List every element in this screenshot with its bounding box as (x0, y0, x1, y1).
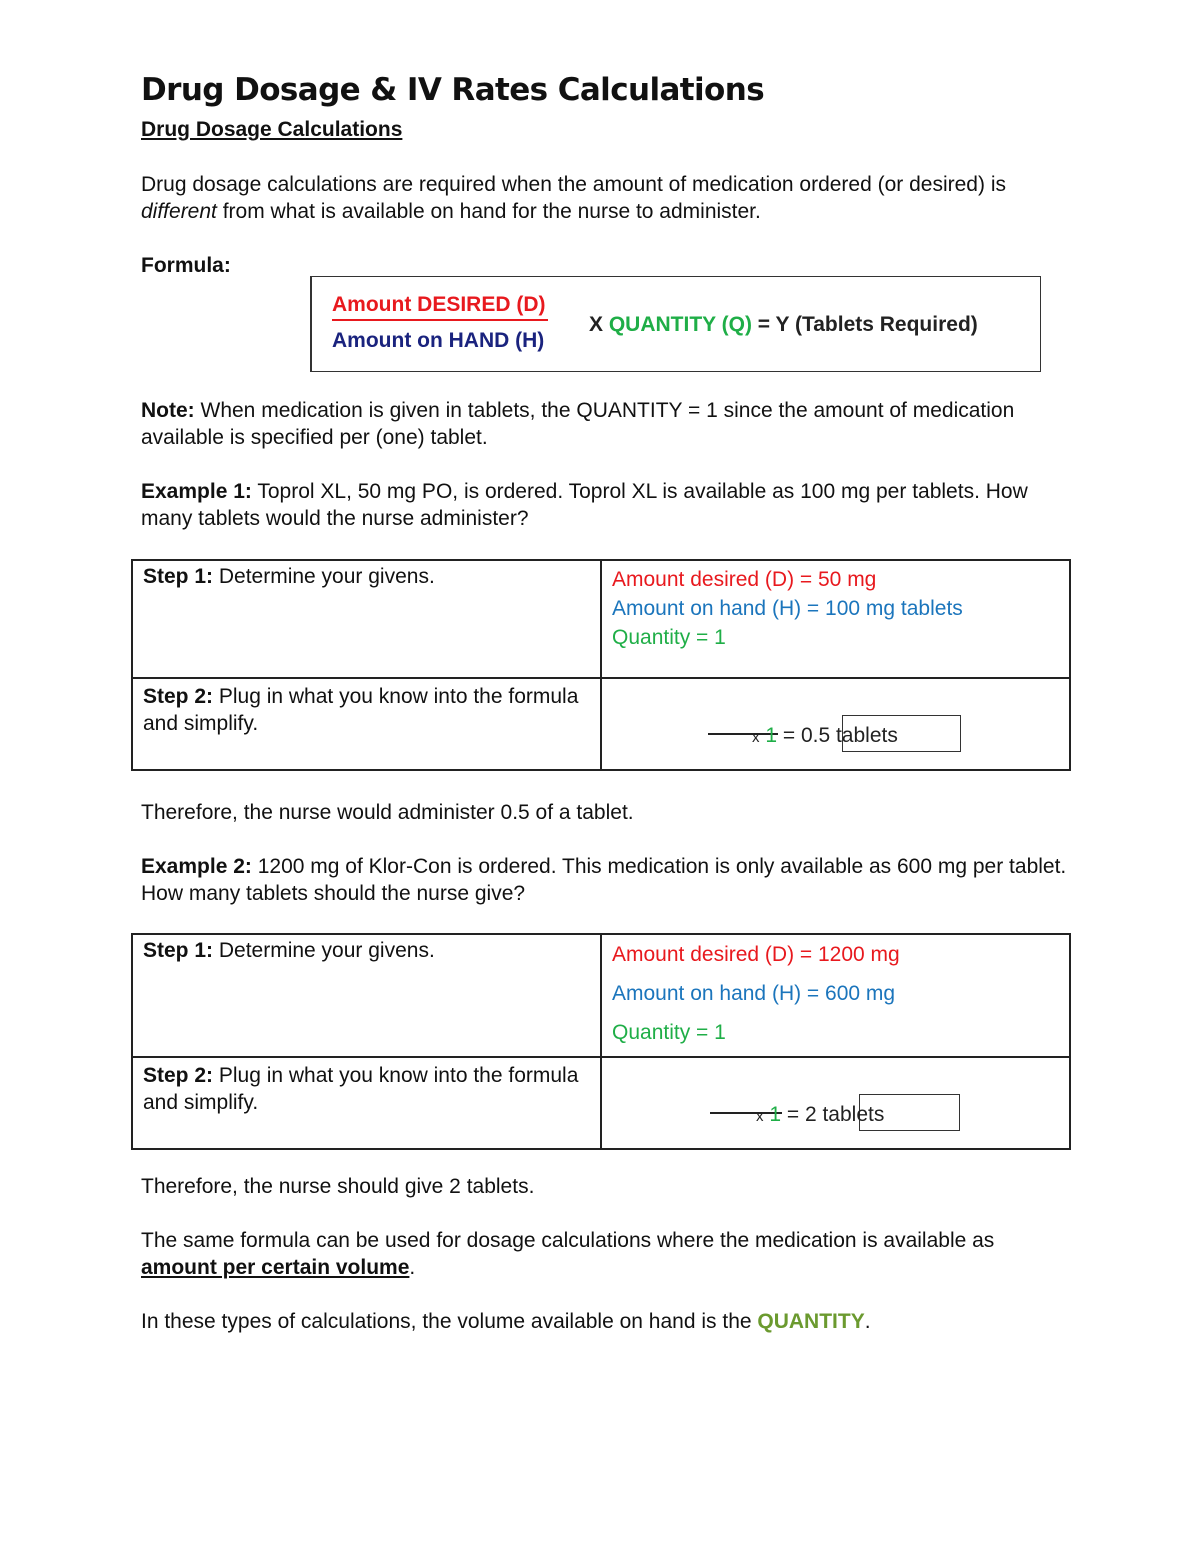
calc-quantity: 1 (759, 724, 778, 747)
amount-on-hand: Amount on hand (H) = 100 mg tablets (612, 597, 963, 620)
example1-conclusion: Therefore, the nurse would administer 0.5 of a tablet. (141, 801, 634, 824)
example2-block (141, 799, 1071, 907)
intro-text-2: from what is available on hand for the nurse to administer. (216, 200, 761, 223)
calc-expression (752, 724, 898, 748)
formula-denominator: Amount on HAND (H) (332, 329, 545, 352)
formula-result: = Y (Tablets Required) (751, 313, 978, 336)
example1-givens-cell (601, 560, 1070, 678)
calc-result: = 0.5 tablets (777, 724, 898, 747)
calc-times: x (752, 729, 760, 746)
example1-step1-cell (132, 560, 601, 678)
formula-box (310, 276, 1041, 372)
example1-prompt (141, 478, 1071, 532)
example2-givens-cell (601, 934, 1070, 1057)
page-title: Drug Dosage & IV Rates Calculations (141, 72, 765, 108)
example2-calc-cell (601, 1057, 1070, 1149)
formula-times: X (589, 313, 609, 336)
example1-text: Toprol XL, 50 mg PO, is ordered. Toprol XL is available as 100 mg per tablets. How many tablets would the nurse administer? (141, 480, 1028, 530)
formula-quantity: QUANTITY (Q) (608, 313, 752, 336)
intro-paragraph (141, 171, 1071, 225)
example2-step1-cell (132, 934, 601, 1057)
quantity-value: Quantity = 1 (612, 626, 726, 649)
volume-emphasis: amount per certain volume (141, 1256, 410, 1279)
quantity-value: Quantity = 1 (612, 1021, 726, 1044)
intro-text-1: Drug dosage calculations are required when the amount of medication ordered (or desired) is (141, 173, 1006, 196)
quantity-emphasis: QUANTITY (757, 1310, 865, 1333)
example2-conclusion: Therefore, the nurse should give 2 tablets. (141, 1175, 535, 1198)
step-text: Plug in what you know into the formula and simplify. (143, 1064, 579, 1114)
step-label: Step 1: (143, 565, 214, 588)
quantity-text-2: . (864, 1310, 871, 1333)
example2-label: Example 2: (141, 855, 252, 878)
calc-result: = 2 tablets (781, 1103, 885, 1126)
step-label: Step 2: (143, 1064, 214, 1087)
note-label: Note: (141, 399, 195, 422)
note-text: When medication is given in tablets, the QUANTITY = 1 since the amount of medication available is specified per (one) tablet. (141, 399, 1015, 449)
step-text: Determine your givens. (213, 939, 435, 962)
example2-step1-row (132, 934, 1070, 1057)
example2-table (131, 933, 1071, 1150)
example1-step2-cell (132, 678, 601, 770)
example2-text: 1200 mg of Klor-Con is ordered. This medication is only available as 600 mg per tablet. How many tablets should the nurse give? (141, 855, 1067, 905)
calc-times: x (756, 1108, 764, 1125)
note-block (141, 397, 1071, 532)
step-text: Plug in what you know into the formula and simplify. (143, 685, 579, 735)
document-page (141, 70, 1071, 279)
example1-label: Example 1: (141, 480, 252, 503)
volume-text-2: . (409, 1256, 416, 1279)
amount-on-hand: Amount on hand (H) = 600 mg (612, 982, 896, 1005)
calc-quantity: 1 (763, 1103, 782, 1126)
example2-step2-cell (132, 1057, 601, 1149)
amount-desired: Amount desired (D) = 50 mg (612, 568, 877, 591)
example2-step2-row (132, 1057, 1070, 1149)
example1-step1-row (132, 560, 1070, 678)
amount-desired: Amount desired (D) = 1200 mg (612, 943, 900, 966)
calc-expression (756, 1103, 884, 1127)
closing-block (141, 1173, 1071, 1335)
step-label: Step 1: (143, 939, 214, 962)
example2-prompt (141, 853, 1071, 907)
example1-step2-row (132, 678, 1070, 770)
formula-numerator: Amount DESIRED (D) (332, 293, 548, 321)
example1-table (131, 559, 1071, 771)
step-text: Determine your givens. (213, 565, 435, 588)
quantity-paragraph (141, 1308, 1071, 1335)
section-heading: Drug Dosage Calculations (141, 118, 403, 141)
example1-calc-cell (601, 678, 1070, 770)
intro-emphasis: different (141, 200, 217, 223)
formula-label: Formula: (141, 254, 231, 277)
volume-text-1: The same formula can be used for dosage calculations where the medication is available as (141, 1229, 995, 1252)
formula-multiplier (589, 313, 978, 337)
volume-paragraph (141, 1227, 1071, 1281)
step-label: Step 2: (143, 685, 214, 708)
quantity-text-1: In these types of calculations, the volume available on hand is the (141, 1310, 758, 1333)
note-paragraph (141, 397, 1071, 451)
